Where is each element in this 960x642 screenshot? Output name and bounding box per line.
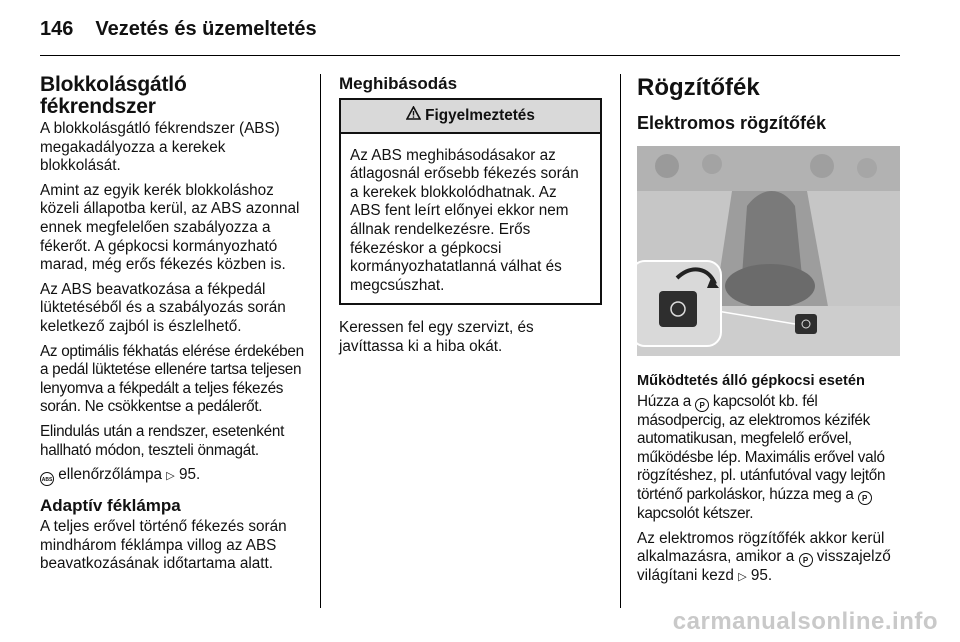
service-text: Keressen fel egy szervizt, és javíttassa ki a hiba okát. xyxy=(339,319,534,355)
column-malfunction xyxy=(339,74,602,363)
abs-lamp-reference: ABS ellenőrzőlámpa ▷ 95. xyxy=(40,466,305,486)
watermark: carmanualsonline.info xyxy=(672,608,938,635)
malfunction-title: Meghibásodás xyxy=(339,74,458,93)
operation-paragraph: Húzza a P kapcsolót kb. fél másodpercig, az elektromos kézifék automatikusan, megfelelő erővel, működésbe lép. Maximális erővel való rögzítéshez, pl. utánfutóval vagy lejtőn történő parkoláskor, húzza meg a P kapcsolót kétszer. xyxy=(637,392,886,522)
page-ref-arrow-icon: ▷ xyxy=(738,571,747,584)
parking-brake-photo xyxy=(637,146,900,356)
column-parking-brake xyxy=(637,74,902,593)
indicator-paragraph: Az elektromos rögzítőfék akkor kerül alkalmazásra, amikor a P visszajelző világítani kezd ▷ 95. xyxy=(637,529,891,585)
abs-title-line1: Blokkolásgátló xyxy=(40,73,187,96)
adaptive-brake-light-title: Adaptív féklámpa xyxy=(40,496,181,516)
column-divider xyxy=(620,74,621,608)
abs-warning-icon: ABS xyxy=(40,472,54,486)
warning-box xyxy=(339,98,602,305)
abs-paragraph: Amint az egyik kerék blokkoláshoz közeli állapotba kerül, az ABS azonnal ennek megfelelően szabályozza a fékerőt. A gépkocsi kormányozható marad, még erős fékezés közben is. xyxy=(40,181,300,274)
operation-heading: Működtetés álló gépkocsi esetén xyxy=(637,373,865,389)
abs-paragraph: A blokkolásgátló fékrendszer (ABS) megakadályozza a kerekek blokkolását. xyxy=(40,120,280,175)
parking-brake-title: Rögzítőfék xyxy=(637,74,760,101)
column-abs xyxy=(40,74,305,580)
page-header xyxy=(40,18,317,48)
abs-paragraph: Elindulás után a rendszer, esetenként hallható módon, teszteli önmagát. xyxy=(40,422,285,459)
column-divider xyxy=(320,74,321,608)
abs-title xyxy=(40,74,305,118)
adaptive-brake-light-text: A teljes erővel történő fékezés során mindhárom féklámpa villog az ABS beavatkozásának időtartama alatt. xyxy=(40,518,287,573)
warning-triangle-icon xyxy=(406,106,421,126)
parking-brake-p-icon: P xyxy=(695,398,709,412)
parking-brake-p-icon: P xyxy=(799,553,813,567)
page-ref-arrow-icon: ▷ xyxy=(166,470,175,483)
console-illustration xyxy=(637,146,900,356)
abs-paragraph: Az optimális fékhatás elérése érdekében a pedál lüktetése ellenére tartsa teljesen lenyomva a fékpedált a teljes fékezés során. Ne csökkentse a pedálerőt. xyxy=(40,342,304,416)
warning-text: Az ABS meghibásodásakor az átlagosnál erősebb fékezés során a kerekek blokkolódhatnak. Az ABS fent leírt előnyei ekkor nem állnak rendelkezésre. Erős fékezéskor a gépkocsi kormányozhatatlanná válhat és megcsúszhat. xyxy=(350,146,579,294)
abs-title-line2: fékrendszer xyxy=(40,95,156,118)
page-number: 146 xyxy=(40,18,74,40)
section-title: Vezetés és üzemeltetés xyxy=(95,18,317,40)
electric-parking-brake-subtitle: Elektromos rögzítőfék xyxy=(637,113,827,133)
header-rule xyxy=(40,55,900,56)
parking-brake-p-icon: P xyxy=(858,491,872,505)
abs-paragraph: Az ABS beavatkozása a fékpedál lüktetéséből és a szabályozás során keletkező zajból is észlelhető. xyxy=(40,280,286,335)
warning-header: Figyelmeztetés xyxy=(341,100,600,134)
